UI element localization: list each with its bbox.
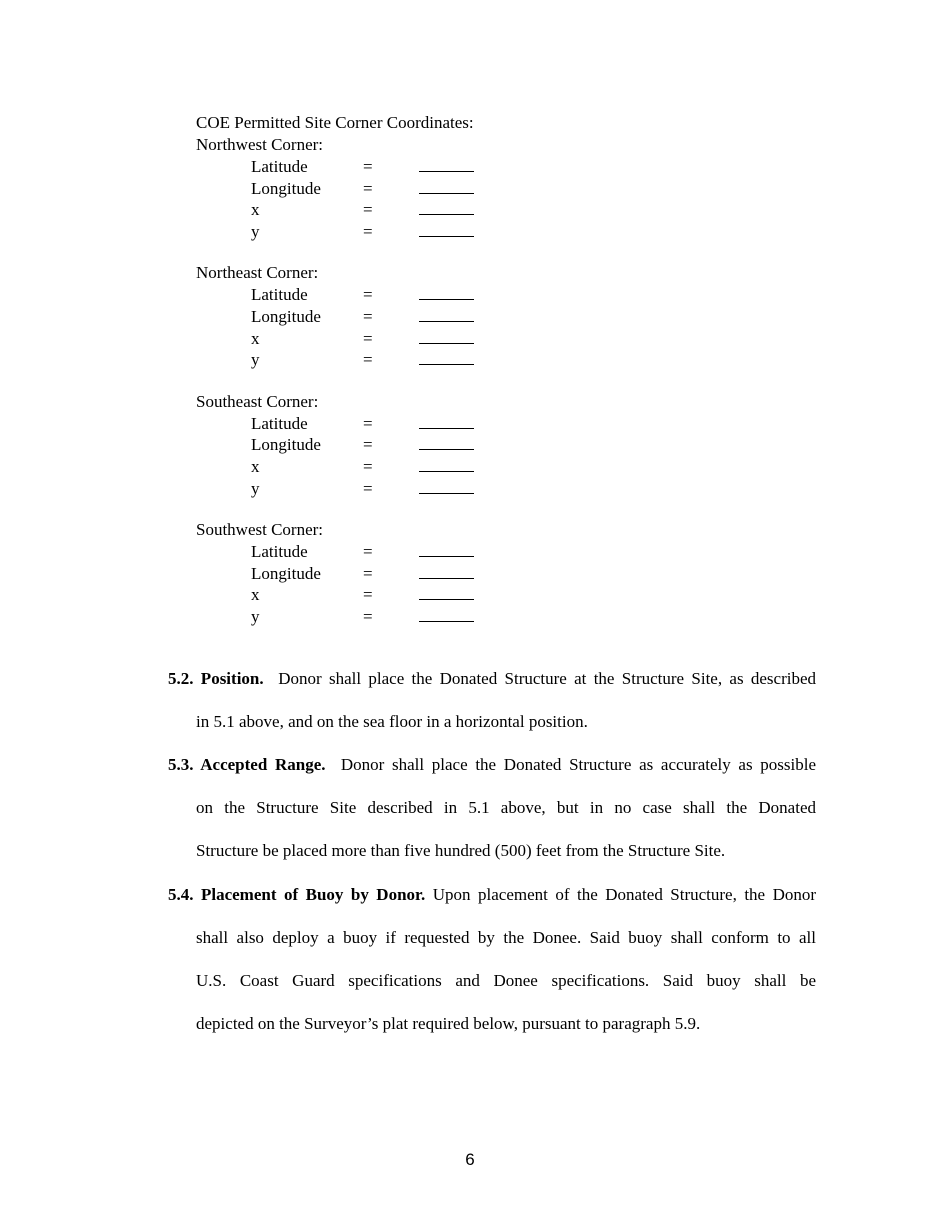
- section-line: on the Structure Site described in 5.1 above, but in no case shall the Donated: [196, 798, 816, 817]
- coordinate-label: x: [251, 585, 260, 605]
- coordinate-label: Latitude: [251, 157, 308, 176]
- section-line: [168, 657, 816, 700]
- equals-sign: =: [363, 200, 373, 220]
- page-number: 6: [465, 1150, 475, 1169]
- coordinate-row: [196, 328, 596, 350]
- corner-title: Southeast Corner:: [196, 391, 319, 411]
- corner-title: Southwest Corner:: [196, 520, 324, 540]
- corner-northwest: [196, 134, 596, 242]
- equals-sign: =: [363, 585, 373, 605]
- coordinate-row: [196, 606, 596, 628]
- equals-sign: =: [363, 306, 373, 326]
- coordinate-row: [196, 563, 596, 585]
- coordinate-row: [196, 541, 596, 563]
- coordinate-row: [196, 413, 596, 435]
- equals-sign: =: [363, 456, 373, 476]
- corner-southeast: [196, 391, 596, 499]
- section-heading: 5.3. Accepted Range.: [168, 755, 326, 774]
- blank-line: [419, 343, 474, 344]
- coordinate-row: [196, 306, 596, 328]
- section-line: [168, 743, 816, 786]
- corner-coordinates-block: [196, 112, 596, 628]
- coordinate-label: y: [251, 350, 260, 370]
- blank-line: [419, 556, 474, 557]
- coordinate-label: Longitude: [251, 306, 321, 326]
- section-line: in 5.1 above, and on the sea floor in a horizontal position.: [196, 712, 588, 731]
- corner-northeast: [196, 262, 596, 370]
- coordinate-label: x: [251, 328, 260, 348]
- coordinate-label: Longitude: [251, 178, 321, 198]
- section-heading: 5.2. Position.: [168, 669, 264, 688]
- equals-sign: =: [363, 178, 373, 198]
- section-text: Donor shall place the Donated Structure as accurately as possible: [340, 755, 816, 774]
- blank-line: [419, 236, 474, 237]
- equals-sign: =: [363, 157, 373, 176]
- coordinate-row: [196, 156, 596, 178]
- coordinates-title: COE Permitted Site Corner Coordinates:: [196, 113, 474, 132]
- coordinate-label: Latitude: [251, 542, 308, 562]
- section-line: depicted on the Surveyor’s plat required below, pursuant to paragraph 5.9.: [196, 1014, 701, 1033]
- corner-title: Northwest Corner:: [196, 135, 324, 154]
- equals-sign: =: [363, 285, 373, 305]
- corner-title: Northeast Corner:: [196, 263, 319, 283]
- coordinate-row: [196, 221, 596, 243]
- blank-line: [419, 621, 474, 622]
- coordinate-label: x: [251, 456, 260, 476]
- blank-line: [419, 493, 474, 494]
- equals-sign: =: [363, 221, 373, 241]
- section-line: U.S. Coast Guard specifications and Donee specifications. Said buoy shall be: [196, 971, 816, 990]
- section-line: shall also deploy a buoy if requested by the Donee. Said buoy shall conform to all: [196, 928, 816, 947]
- blank-line: [419, 321, 474, 322]
- section-heading: 5.4. Placement of Buoy by Donor.: [168, 885, 426, 904]
- corner-southwest: [196, 519, 596, 627]
- equals-sign: =: [363, 435, 373, 455]
- blank-line: [419, 428, 474, 429]
- blank-line: [419, 449, 474, 450]
- blank-line: [419, 471, 474, 472]
- coordinate-row: [196, 349, 596, 371]
- coordinate-row: [196, 178, 596, 200]
- blank-line: [419, 364, 474, 365]
- coordinate-label: Latitude: [251, 413, 308, 433]
- coordinate-row: [196, 434, 596, 456]
- coordinate-row: [196, 199, 596, 221]
- equals-sign: =: [363, 542, 373, 562]
- coordinate-label: Latitude: [251, 285, 308, 305]
- coordinate-row: [196, 456, 596, 478]
- equals-sign: =: [363, 328, 373, 348]
- section-line: [168, 873, 816, 916]
- equals-sign: =: [363, 478, 373, 498]
- coordinate-label: Longitude: [251, 563, 321, 583]
- blank-line: [419, 578, 474, 579]
- section-5-4: [168, 873, 816, 1045]
- blank-line: [419, 599, 474, 600]
- coordinate-label: y: [251, 221, 260, 241]
- section-text: Upon placement of the Donated Structure, the Donor: [432, 885, 817, 904]
- coordinate-label: y: [251, 478, 260, 498]
- section-5-2: [168, 657, 816, 743]
- coordinate-label: x: [251, 200, 260, 220]
- coordinate-row: [196, 284, 596, 306]
- equals-sign: =: [363, 606, 373, 626]
- coordinate-row: [196, 584, 596, 606]
- section-5-3: [168, 743, 816, 872]
- coordinate-label: Longitude: [251, 435, 321, 455]
- equals-sign: =: [363, 413, 373, 433]
- equals-sign: =: [363, 350, 373, 370]
- blank-line: [419, 214, 474, 215]
- coordinate-label: y: [251, 606, 260, 626]
- section-text: Donor shall place the Donated Structure at the Structure Site, as described: [278, 669, 816, 688]
- blank-line: [419, 299, 474, 300]
- blank-line: [419, 171, 474, 172]
- coordinate-row: [196, 478, 596, 500]
- blank-line: [419, 193, 474, 194]
- equals-sign: =: [363, 563, 373, 583]
- section-line: Structure be placed more than five hundred (500) feet from the Structure Site.: [196, 841, 726, 860]
